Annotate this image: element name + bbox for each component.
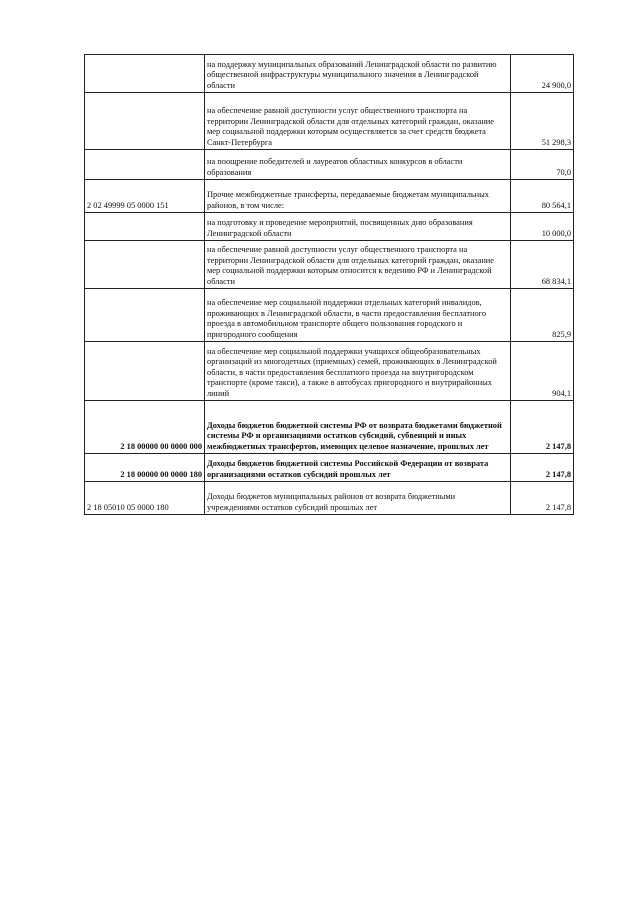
amount-cell: 2 147,8 [511, 454, 574, 482]
amount-cell: 80 564,1 [511, 180, 574, 213]
table-row [85, 55, 574, 93]
code-cell [85, 213, 205, 241]
description-cell: на поддержку муниципальных образований Ленинградской области по развитию общественной инфраструктуры муниципального значения в Ленинградской области [205, 55, 511, 93]
code-cell: 2 18 05010 05 0000 180 [85, 482, 205, 515]
revenue-table [84, 54, 574, 515]
description-cell: Доходы бюджетов муниципальных районов от возврата бюджетными учреждениями остатков субсидий прошлых лет [205, 482, 511, 515]
description-cell: Прочие межбюджетные трансферты, передаваемые бюджетам муниципальных районов, в том числе: [205, 180, 511, 213]
code-cell [85, 289, 205, 342]
code-cell [85, 93, 205, 150]
revenue-table-body [85, 55, 574, 515]
amount-cell: 70,0 [511, 150, 574, 180]
code-cell [85, 241, 205, 289]
description-cell: Доходы бюджетов бюджетной системы РФ от возврата бюджетами бюджетной системы РФ и организациями остатков субсидий, субвенций и иных межбюджетных трансфертов, имеющих целевое назначение, прошлых лет [205, 401, 511, 454]
table-row [85, 482, 574, 515]
code-cell: 2 18 00000 00 0000 000 [85, 401, 205, 454]
table-row [85, 150, 574, 180]
amount-cell: 51 298,3 [511, 93, 574, 150]
description-cell: на поощрение победителей и лауреатов областных конкурсов в области образования [205, 150, 511, 180]
amount-cell: 68 834,1 [511, 241, 574, 289]
amount-cell: 24 900,0 [511, 55, 574, 93]
amount-cell: 2 147,8 [511, 482, 574, 515]
code-cell [85, 342, 205, 401]
amount-cell: 904,1 [511, 342, 574, 401]
description-cell: на обеспечение мер социальной поддержки учащихся общеобразовательных организаций из многодетных (приемных) семей, проживающих в Ленинградской области, в части предоставления бесплатного проезда на внутригородском транспорте (кроме такси), а также в автобусах пригородного и внутрирайонных линий [205, 342, 511, 401]
table-row [85, 401, 574, 454]
description-cell: на обеспечение мер социальной поддержки отдельных категорий инвалидов, проживающих в Ленинградской области, в части предоставления бесплатного проезда в автомобильном транспорте общего пользования городского и пригородного сообщения [205, 289, 511, 342]
amount-cell: 825,9 [511, 289, 574, 342]
table-row [85, 180, 574, 213]
table-row [85, 241, 574, 289]
description-cell: на обеспечение равной доступности услуг общественного транспорта на территории Ленинградской области для отдельных категорий граждан, оказание мер социальной поддержки которым осуществляется за счет средств бюджета Санкт-Петербурга [205, 93, 511, 150]
description-cell: на подготовку и проведение мероприятий, посвященных дню образования Ленинградской области [205, 213, 511, 241]
table-row [85, 93, 574, 150]
code-cell: 2 02 49999 05 0000 151 [85, 180, 205, 213]
table-row [85, 213, 574, 241]
table-row [85, 454, 574, 482]
amount-cell: 10 000,0 [511, 213, 574, 241]
code-cell [85, 55, 205, 93]
table-row [85, 342, 574, 401]
code-cell: 2 18 00000 00 0000 180 [85, 454, 205, 482]
description-cell: Доходы бюджетов бюджетной системы Российской Федерации от возврата организациями остатков субсидий прошлых лет [205, 454, 511, 482]
amount-cell: 2 147,8 [511, 401, 574, 454]
description-cell: на обеспечение равной доступности услуг общественного транспорта на территории Ленинградской области для отдельных категорий граждан, оказание мер социальной поддержки которым относится к ведению РФ и Ленинградской области [205, 241, 511, 289]
table-row [85, 289, 574, 342]
code-cell [85, 150, 205, 180]
